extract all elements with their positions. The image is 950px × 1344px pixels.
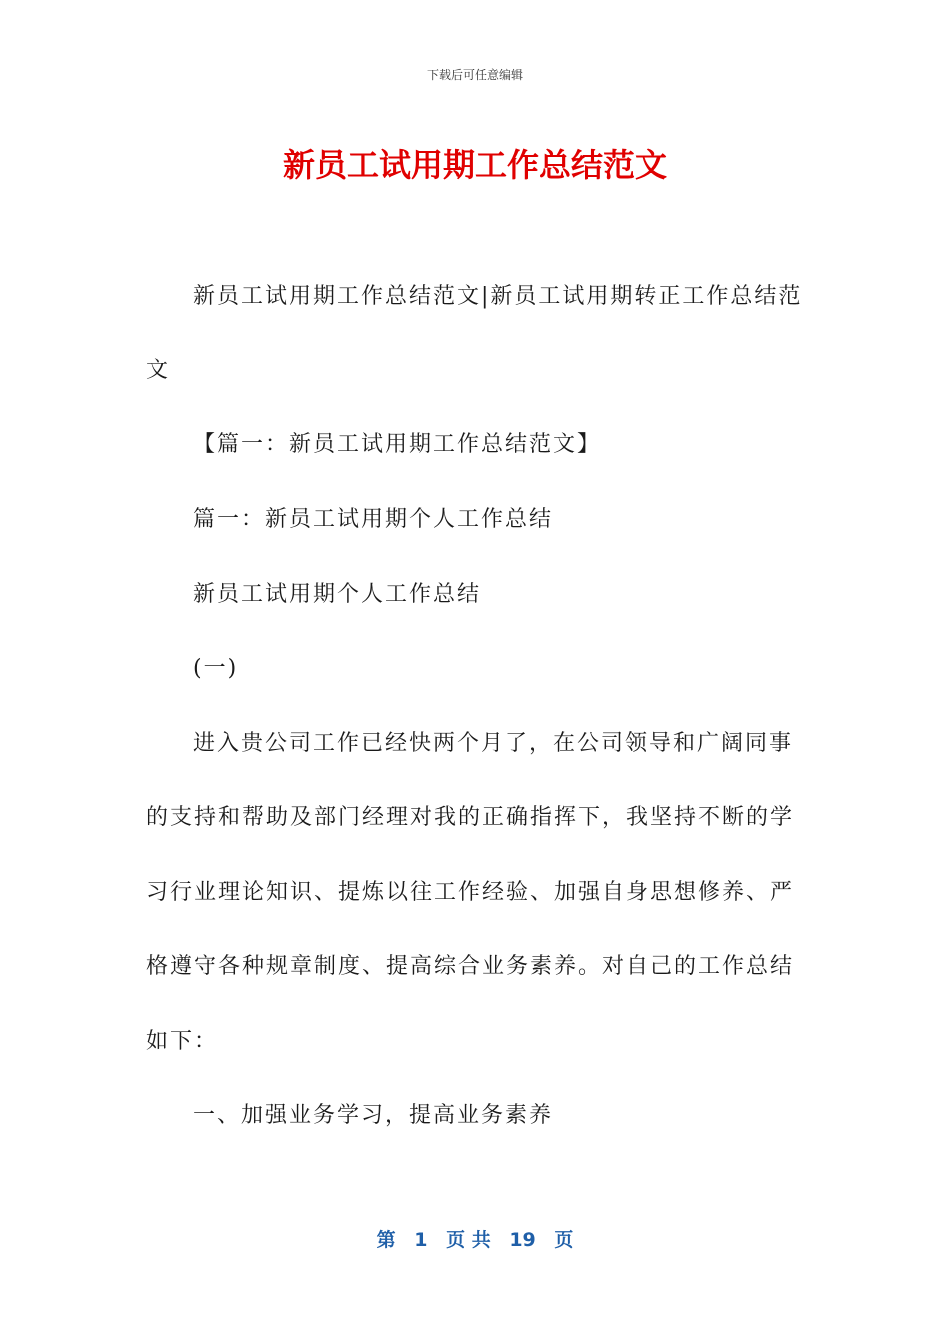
footer-suffix: 页 [554, 1229, 574, 1251]
footer-prefix: 第 [376, 1229, 396, 1251]
footer-middle: 页 共 [446, 1229, 491, 1251]
page-footer [0, 1225, 950, 1252]
header-note: 下载后可任意编辑 [426, 68, 523, 82]
body-line-1: 新员工试用期工作总结范文|新员工试用期转正工作总结范 [193, 284, 803, 309]
item-heading: 一、加强业务学习，提高业务素养 [193, 1103, 554, 1128]
footer-total-pages: 19 [509, 1229, 536, 1251]
paragraph-line-3: 习行业理论知识、提炼以往工作经验、加强自身思想修养、严 [146, 880, 795, 905]
subsection-heading: 篇一：新员工试用期个人工作总结 [193, 507, 554, 532]
subtitle-line: 新员工试用期个人工作总结 [193, 582, 482, 607]
footer-page-number: 1 [414, 1229, 428, 1251]
paragraph-line-2: 的支持和帮助及部门经理对我的正确指挥下，我坚持不断的学 [146, 805, 795, 830]
paragraph-line-5: 如下： [146, 1029, 219, 1054]
part-number: (一) [193, 656, 239, 681]
paragraph-line-1: 进入贵公司工作已经快两个月了，在公司领导和广阔同事 [193, 731, 794, 756]
paragraph-line-4: 格遵守各种规章制度、提高综合业务素养。对自己的工作总结 [146, 954, 795, 979]
section-heading: 【篇一：新员工试用期工作总结范文】 [193, 432, 602, 457]
document-title: 新员工试用期工作总结范文 [282, 146, 667, 184]
body-line-2: 文 [146, 358, 171, 383]
